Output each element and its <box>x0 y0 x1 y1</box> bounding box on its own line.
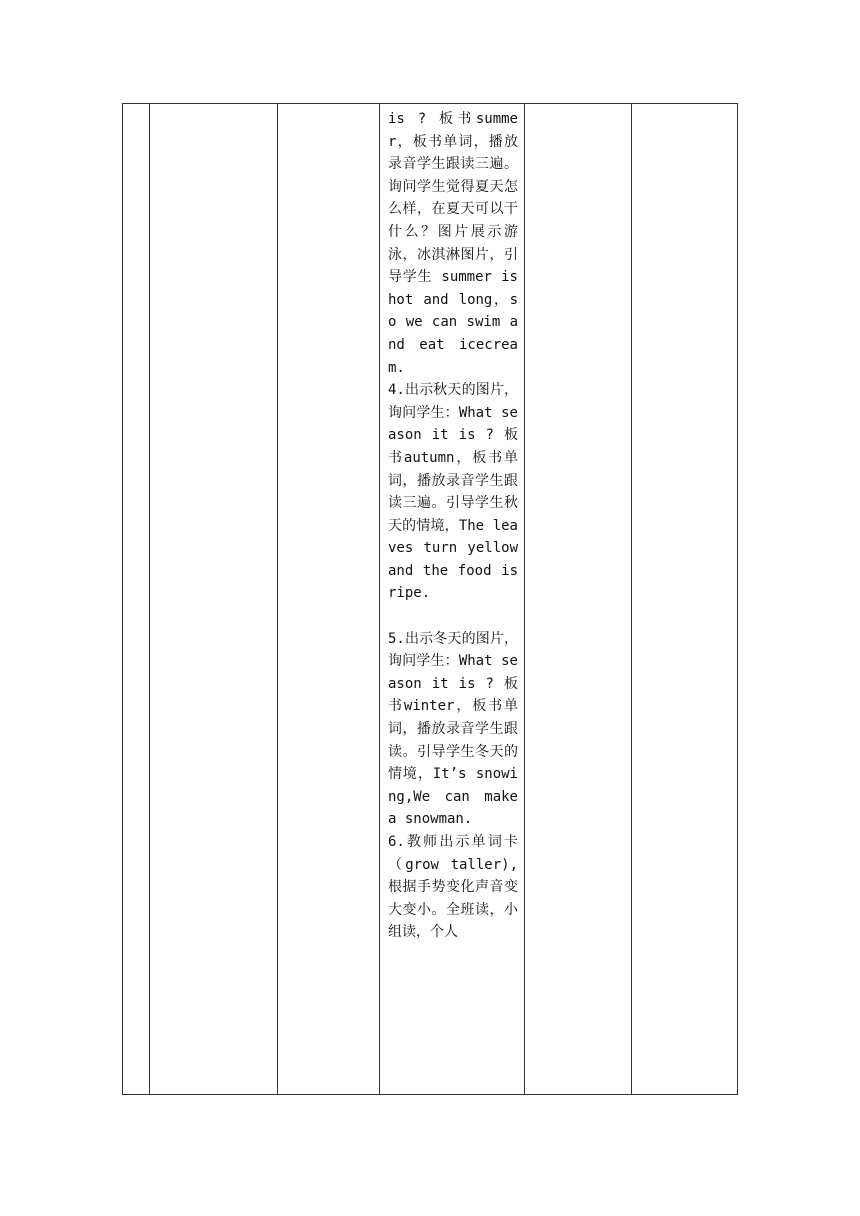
procedure-paragraph-winter: 5.出示冬天的图片，询问学生：What season it is ? 板书winter，板书单词，播放录音学生跟读。引导学生冬天的情境，It’s snowing,We can make a snowman. <box>388 630 527 828</box>
table-row <box>123 104 738 1095</box>
table-cell-col2 <box>150 104 278 1095</box>
table-cell-col5 <box>525 104 632 1095</box>
teaching-procedure-cell <box>380 104 525 1095</box>
table-cell-col1 <box>123 104 150 1095</box>
table-cell-col3 <box>278 104 380 1095</box>
table-cell-col6 <box>632 104 738 1095</box>
lesson-plan-table <box>122 103 738 1095</box>
blank-line <box>388 605 518 628</box>
procedure-paragraph-summer: is ? 板书summer，板书单词，播放录音学生跟读三遍。询问学生觉得夏天怎么样，在夏天可以干什么？图片展示游泳，冰淇淋图片，引导学生 summer is hot and long，so we can swim and eat icecream. <box>388 111 527 376</box>
procedure-paragraph-word-card: 6.教师出示单词卡（grow taller),根据手势变化声音变大变小。全班读，小组读，个人 <box>388 834 518 941</box>
procedure-paragraph-autumn: 4.出示秋天的图片，询问学生：What season it is ? 板书autumn，板书单词，播放录音学生跟读三遍。引导学生秋天的情境，The leaves turn yellow and the food is ripe. <box>388 382 527 602</box>
